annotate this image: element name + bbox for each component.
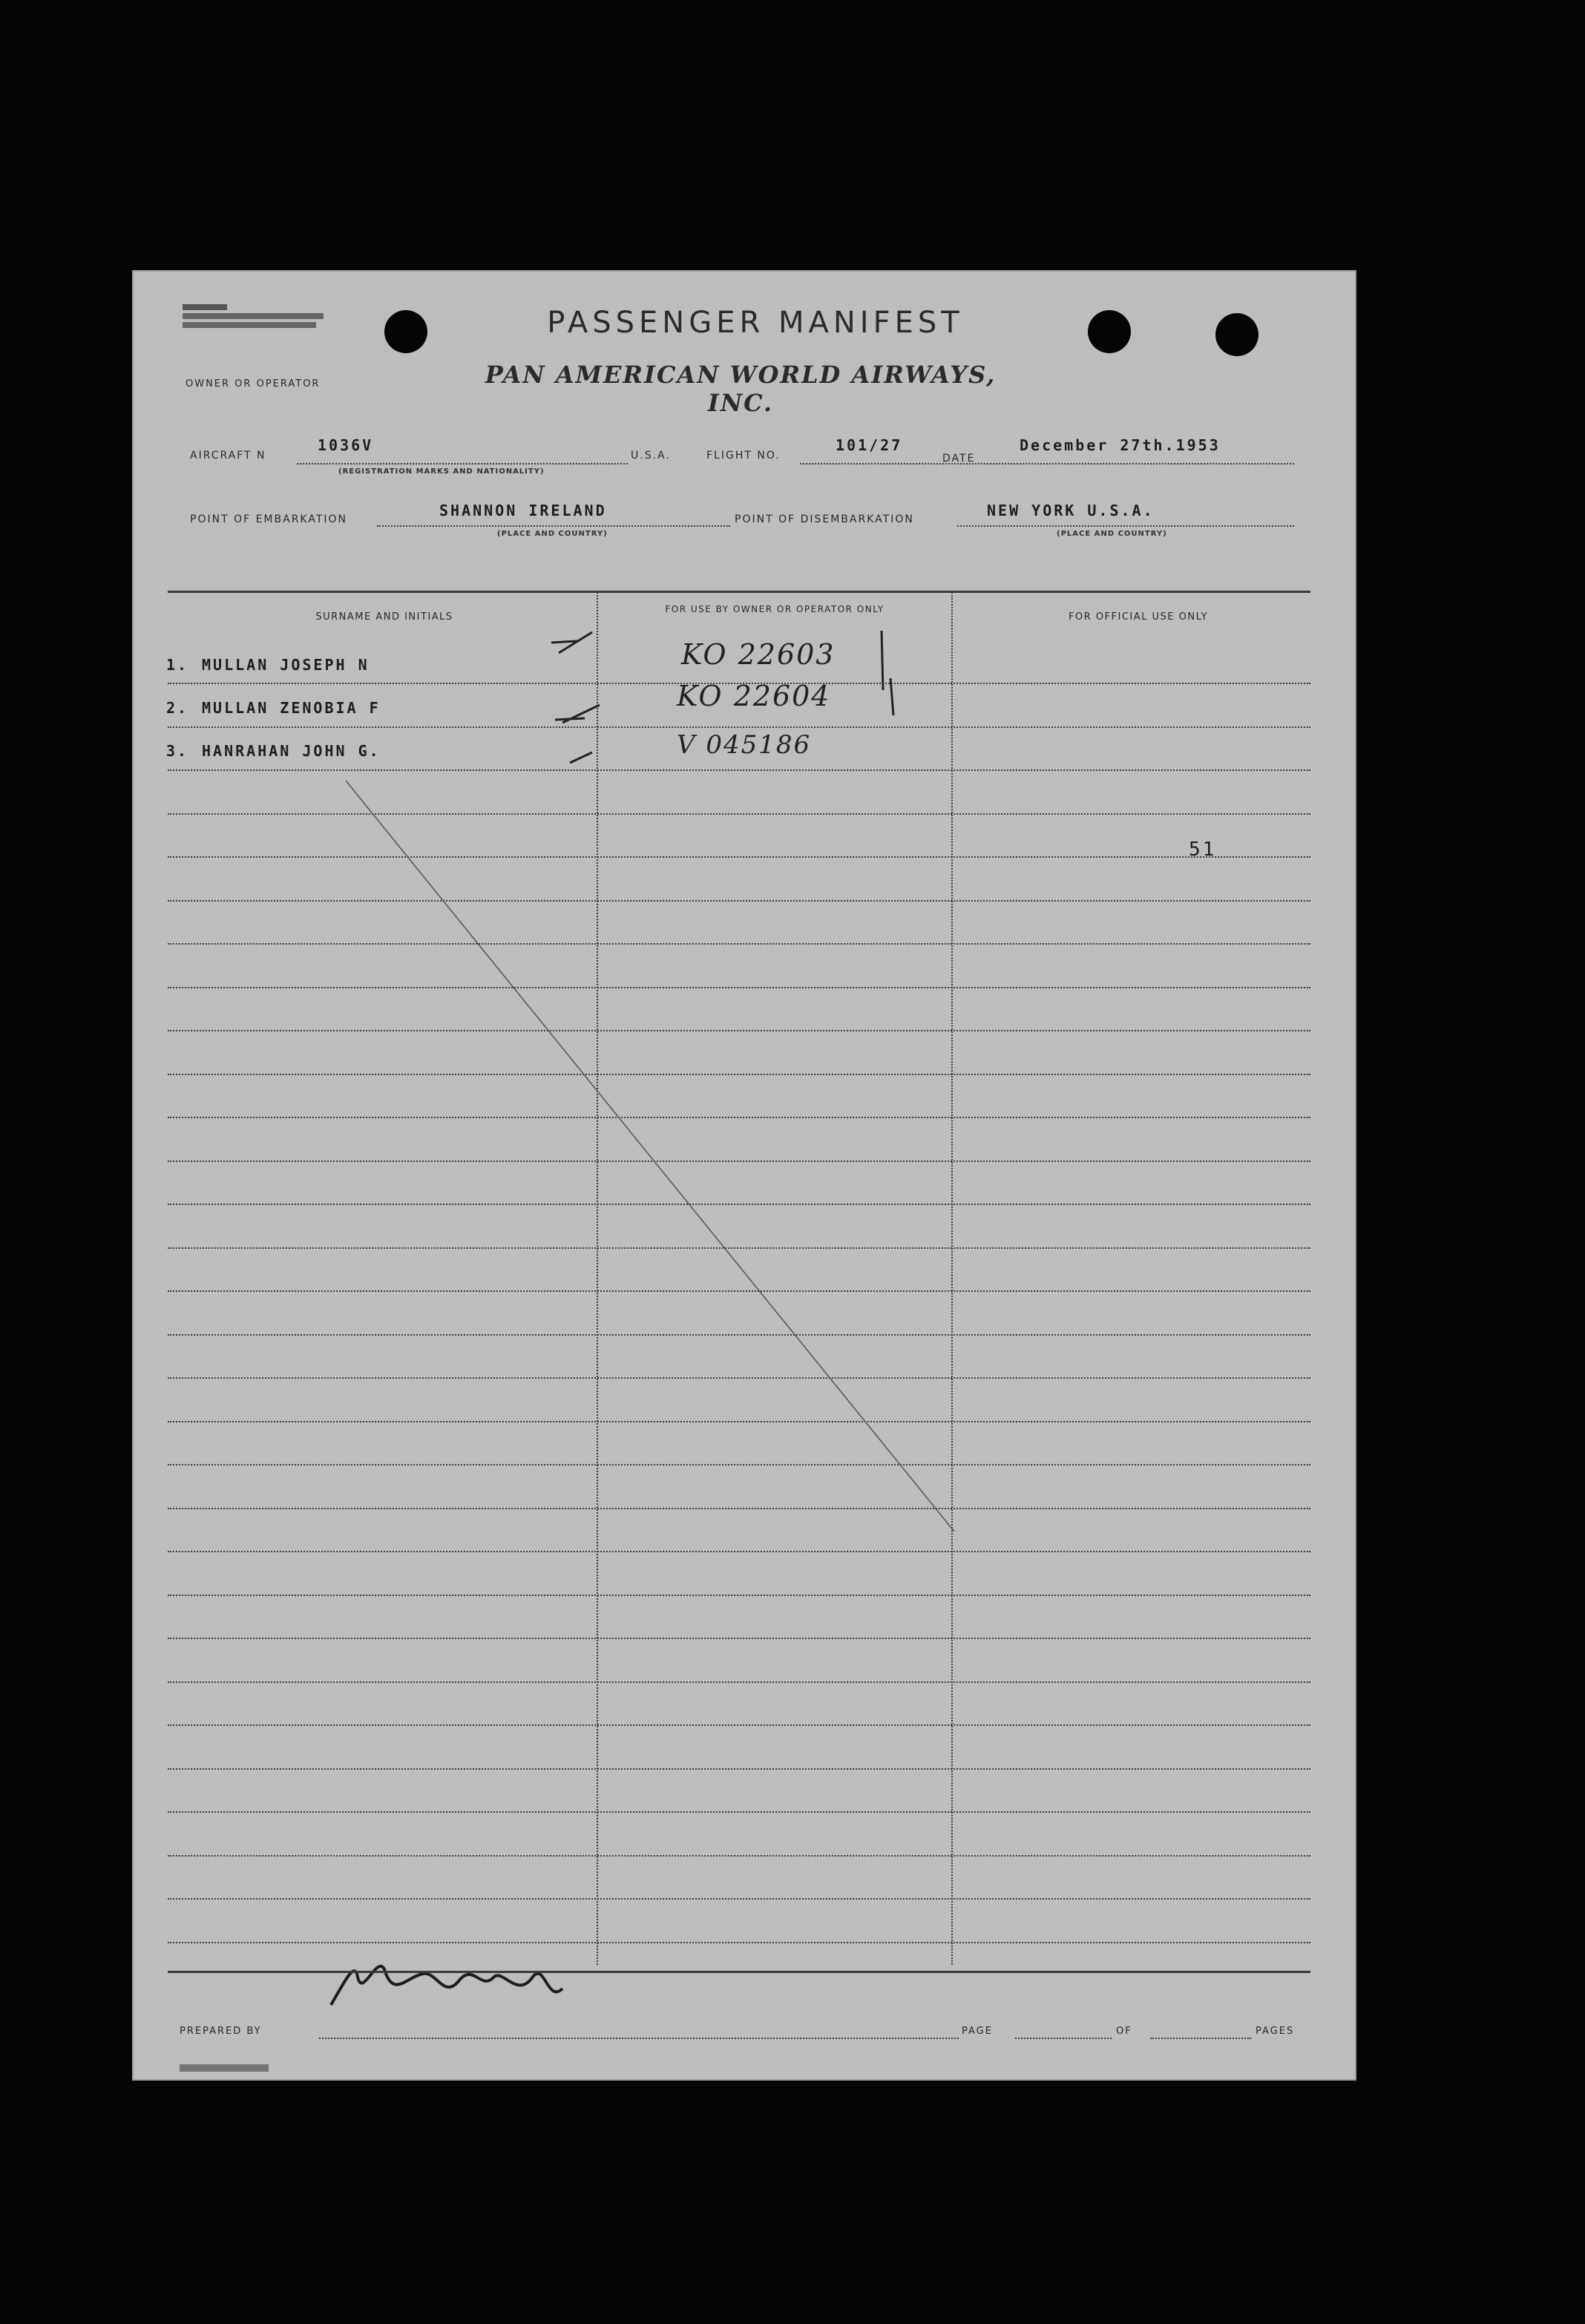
of-underline [1150,2038,1251,2039]
checkmark-1 [551,632,592,653]
date-value: December 27th.1953 [1020,436,1221,454]
page-label: PAGE [962,2026,993,2037]
column-header-operator: FOR USE BY OWNER OR OPERATOR ONLY [665,604,885,614]
table-bottom-rule [168,1971,1310,1973]
aircraft-value: 1036V [318,436,374,454]
passenger-1-reference: KO 22603 [681,638,836,671]
of-label: OF [1116,2026,1132,2037]
checkmark-3 [570,752,592,763]
prepared-by-label: PREPARED BY [180,2026,262,2037]
embarkation-label: POINT OF EMBARKATION [190,513,348,525]
passenger-3-number: 3. [166,742,189,760]
passenger-2-reference: KO 22604 [677,680,831,712]
disembarkation-label: POINT OF DISEMBARKATION [735,513,914,525]
diagonal-pencil-line [346,781,954,1532]
company-name: PAN AMERICAN WORLD AIRWAYS, INC. [485,361,997,417]
passenger-3-reference: V 045186 [677,730,812,760]
page-underline [1015,2038,1112,2039]
passenger-1-name: MULLAN JOSEPH N [202,656,370,674]
bracket-mark-2 [890,678,893,715]
column-header-official: FOR OFFICIAL USE ONLY [1068,611,1209,623]
flight-label: FLIGHT NO. [706,450,781,462]
passenger-3-name: HANRAHAN JOHN G. [202,742,381,760]
passenger-2-name: MULLAN ZENOBIA F [202,699,381,717]
flight-value: 101/27 [836,436,903,454]
handwritten-marks [132,270,1356,2081]
passenger-2-number: 2. [166,699,189,717]
prepared-by-underline [319,2038,959,2039]
aircraft-sublabel: (REGISTRATION MARKS AND NATIONALITY) [338,467,545,476]
passenger-1-number: 1. [166,656,189,674]
official-note: 51 [1189,838,1217,861]
usa-label: U.S.A. [631,450,671,462]
embarkation-value: SHANNON IRELAND [439,502,607,519]
page-title: PASSENGER MANIFEST [547,306,964,340]
checkmark-2 [555,705,600,723]
disembarkation-value: NEW YORK U.S.A. [987,502,1155,519]
manifest-sheet [132,270,1356,2081]
owner-label: OWNER OR OPERATOR [186,378,321,390]
aircraft-label: AIRCRAFT N [190,450,266,462]
date-label: DATE [942,453,976,465]
bracket-mark-1 [882,631,883,690]
column-header-name: SURNAME AND INITIALS [315,611,453,623]
pages-label: PAGES [1256,2026,1295,2037]
disembarkation-sublabel: (PLACE AND COUNTRY) [1057,530,1167,538]
form-number-mark [180,2064,269,2072]
embarkation-sublabel: (PLACE AND COUNTRY) [497,530,608,538]
